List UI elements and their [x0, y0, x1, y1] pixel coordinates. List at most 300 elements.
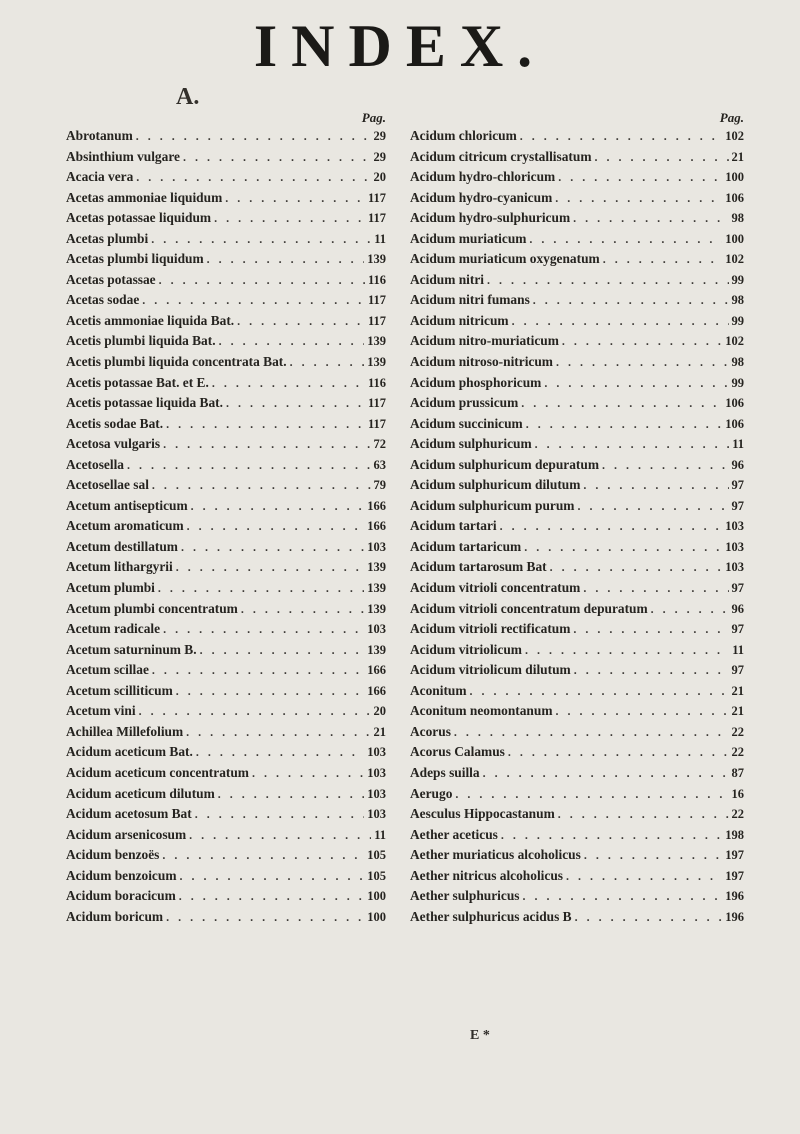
leader-dots	[189, 828, 371, 843]
index-column-right	[410, 108, 744, 929]
entry-page: 196	[725, 889, 744, 904]
page-column-header	[66, 108, 386, 128]
entry-name: Acidum succinicum	[410, 415, 523, 431]
leader-dots	[183, 150, 371, 165]
entry-page: 117	[367, 416, 386, 431]
entry-page: 106	[725, 416, 744, 431]
entry-name: Acidum aceticum Bat.	[66, 744, 193, 760]
entry-page: 11	[374, 231, 386, 246]
entry-name: Acetis sodae Bat.	[66, 415, 164, 431]
index-entry	[410, 518, 744, 539]
index-entry	[410, 395, 744, 416]
index-entry	[66, 128, 386, 149]
entry-name: Acetas potassae	[66, 271, 156, 287]
index-entry	[66, 436, 386, 457]
index-entry	[66, 724, 386, 745]
index-entry	[410, 868, 744, 889]
leader-dots	[225, 191, 365, 206]
index-entry	[410, 806, 744, 827]
index-entry	[410, 580, 744, 601]
index-entry	[66, 375, 386, 396]
entry-page: 166	[367, 663, 386, 678]
entry-page: 197	[725, 868, 744, 883]
entry-name: Acidum sulphuricum dilutum	[410, 477, 581, 493]
index-entry	[66, 580, 386, 601]
index-entry	[410, 498, 744, 519]
index-entry	[66, 292, 386, 313]
entry-page: 103	[725, 519, 744, 534]
index-entry	[410, 354, 744, 375]
entry-name: Aether muriaticus alcoholicus	[410, 847, 581, 863]
entry-name: Acetosella	[66, 456, 125, 472]
index-entry	[410, 169, 744, 190]
index-entry	[410, 333, 744, 354]
leader-dots	[226, 396, 365, 411]
entry-name: Acetum plumbi	[66, 580, 155, 596]
leader-dots	[179, 889, 365, 904]
leader-dots	[558, 170, 722, 185]
index-entry	[410, 477, 744, 498]
entry-page: 11	[732, 437, 744, 452]
entry-name: Acidum benzoicum	[66, 867, 177, 883]
leader-dots	[555, 704, 728, 719]
index-entry	[66, 642, 386, 663]
leader-dots	[207, 252, 365, 267]
entry-name: Acidum nitro-muriaticum	[410, 333, 559, 349]
entry-page: 22	[731, 807, 744, 822]
leader-dots	[535, 437, 730, 452]
index-entry	[66, 683, 386, 704]
leader-dots	[573, 211, 728, 226]
page-title: INDEX.	[253, 13, 547, 79]
leader-dots	[151, 232, 371, 247]
entry-page: 103	[725, 539, 744, 554]
index-entry	[410, 703, 744, 724]
entry-name: Acidum boricum	[66, 908, 164, 924]
entry-page: 103	[367, 745, 386, 760]
index-entry	[66, 395, 386, 416]
index-column-left	[66, 108, 386, 929]
entry-page: 21	[731, 704, 744, 719]
index-entry	[66, 272, 386, 293]
entry-name: Acetas sodae	[66, 292, 140, 308]
leader-dots	[152, 663, 364, 678]
entry-page: 139	[367, 334, 386, 349]
leader-dots	[219, 334, 365, 349]
entry-page: 98	[731, 211, 744, 226]
leader-dots	[595, 150, 729, 165]
leader-dots	[556, 355, 729, 370]
entry-page: 99	[731, 272, 744, 287]
leader-dots	[186, 725, 370, 740]
entry-name: Acetum vini	[66, 703, 136, 719]
entry-name: Acetosellae sal	[66, 477, 149, 493]
leader-dots	[179, 869, 364, 884]
page-header-label: Pag.	[361, 110, 386, 125]
entry-name: Acidum hydro-chloricum	[410, 169, 556, 185]
leader-dots	[214, 211, 365, 226]
entry-name: Acetum aromaticum	[66, 518, 184, 534]
entry-page: 22	[731, 745, 744, 760]
entry-name: Acetas ammoniae liquidum	[66, 189, 223, 205]
entry-name: Aether sulphuricus acidus B	[410, 908, 572, 924]
leader-dots	[195, 807, 365, 822]
entry-page: 116	[367, 272, 386, 287]
entry-page: 103	[367, 807, 386, 822]
leader-dots	[584, 848, 722, 863]
entry-page: 97	[731, 581, 744, 596]
leader-dots	[142, 293, 365, 308]
entry-name: Abrotanum	[66, 128, 133, 143]
entry-name: Acidum nitroso-nitricum	[410, 354, 553, 370]
index-entry	[410, 559, 744, 580]
index-entry	[66, 231, 386, 252]
entry-name: Acidum vitrioli concentratum depuratum	[410, 600, 648, 616]
entry-name: Acidum vitrioli rectificatum	[410, 621, 571, 637]
entry-page: 99	[731, 375, 744, 390]
leader-dots	[500, 519, 723, 534]
entry-page: 103	[367, 622, 386, 637]
leader-dots	[583, 581, 728, 596]
entry-page: 102	[725, 129, 744, 143]
leader-dots	[139, 704, 371, 719]
entry-name: Acetum saturninum B.	[66, 641, 197, 657]
index-entry	[410, 251, 744, 272]
entry-page: 11	[374, 827, 386, 842]
index-entry	[66, 190, 386, 211]
entry-page: 97	[731, 498, 744, 513]
index-entry	[66, 765, 386, 786]
entry-page: 105	[367, 868, 386, 883]
entry-name: Acidum vitriolicum dilutum	[410, 662, 571, 678]
leader-dots	[574, 663, 729, 678]
index-entry	[410, 601, 744, 622]
leader-dots	[187, 519, 365, 534]
leader-dots	[573, 622, 728, 637]
entry-name: Acidum benzoës	[66, 847, 160, 863]
index-entry	[410, 786, 744, 807]
entry-name: Acetum plumbi concentratum	[66, 600, 238, 616]
index-entry	[410, 436, 744, 457]
leader-dots	[555, 191, 722, 206]
leader-dots	[583, 478, 728, 493]
entry-page: 117	[367, 313, 386, 328]
index-entry	[66, 457, 386, 478]
entry-name: Acetum lithargyrii	[66, 559, 173, 575]
leader-dots	[163, 437, 370, 452]
leader-dots	[526, 417, 723, 432]
entry-page: 103	[367, 539, 386, 554]
entry-list-right	[410, 128, 744, 929]
entry-page: 100	[725, 170, 744, 185]
entry-name: Acetas potassae liquidum	[66, 210, 212, 226]
index-entry	[410, 642, 744, 663]
leader-dots	[166, 910, 364, 925]
index-entry	[410, 827, 744, 848]
entry-name: Acetum scilliticum	[66, 682, 173, 698]
entry-page: 103	[367, 786, 386, 801]
index-entry	[66, 354, 386, 375]
index-entry	[410, 744, 744, 765]
entry-name: Aconitum	[410, 682, 467, 698]
leader-dots	[520, 129, 723, 144]
entry-page: 166	[367, 519, 386, 534]
entry-page: 96	[731, 457, 744, 472]
index-entry	[410, 683, 744, 704]
entry-name: Acidum hydro-sulphuricum	[410, 210, 571, 226]
entry-page: 105	[367, 848, 386, 863]
section-letter: A.	[176, 84, 200, 110]
index-entry	[66, 416, 386, 437]
entry-page: 198	[725, 827, 744, 842]
index-entry	[66, 703, 386, 724]
leader-dots	[603, 252, 723, 267]
entry-page: 29	[373, 149, 386, 164]
leader-dots	[152, 478, 371, 493]
entry-page: 99	[731, 313, 744, 328]
entry-page: 106	[725, 190, 744, 205]
index-entry	[66, 169, 386, 190]
index-entry	[66, 888, 386, 909]
index-entry	[410, 149, 744, 170]
leader-dots	[241, 602, 364, 617]
entry-page: 166	[367, 498, 386, 513]
index-entry	[66, 539, 386, 560]
entry-page: 100	[367, 889, 386, 904]
index-entry	[66, 498, 386, 519]
index-entry	[410, 292, 744, 313]
entry-name: Aesculus Hippocastanum	[410, 806, 555, 822]
entry-name: Acidum sulphuricum purum	[410, 497, 575, 513]
entry-page: 20	[373, 704, 386, 719]
entry-name: Achillea Millefolium	[66, 723, 184, 739]
entry-name: Acidum hydro-cyanicum	[410, 189, 553, 205]
entry-name: Adeps suilla	[410, 764, 480, 780]
entry-page: 103	[725, 560, 744, 575]
index-entry	[410, 210, 744, 231]
index-entry	[410, 416, 744, 437]
leader-dots	[136, 170, 370, 185]
entry-page: 166	[367, 683, 386, 698]
entry-name: Acidum citricum crystallisatum	[410, 148, 592, 164]
index-entry	[66, 149, 386, 170]
leader-dots	[558, 807, 729, 822]
index-entry	[410, 272, 744, 293]
leader-dots	[524, 540, 722, 555]
leader-dots	[651, 602, 729, 617]
entry-name: Acidum vitriolicum	[410, 641, 522, 657]
entry-name: Acetum destillatum	[66, 538, 178, 554]
index-entry	[410, 621, 744, 642]
entry-page: 98	[731, 355, 744, 370]
entry-page: 16	[731, 786, 744, 801]
index-entry	[410, 888, 744, 909]
leader-dots	[196, 745, 364, 760]
leader-dots	[252, 766, 364, 781]
entry-page: 197	[725, 848, 744, 863]
index-entry	[66, 333, 386, 354]
leader-dots	[562, 334, 722, 349]
leader-dots	[200, 643, 365, 658]
entry-name: Absinthium vulgare	[66, 148, 180, 164]
entry-page: 102	[725, 334, 744, 349]
leader-dots	[487, 273, 728, 288]
leader-dots	[470, 684, 729, 699]
index-entry	[66, 827, 386, 848]
entry-name: Acidum tartari	[410, 518, 497, 534]
entry-name: Acetas plumbi liquidum	[66, 251, 204, 267]
entry-name: Acidum chloricum	[410, 128, 517, 143]
entry-page: 117	[367, 396, 386, 411]
entry-page: 102	[725, 252, 744, 267]
entry-name: Aether nitricus alcoholicus	[410, 867, 563, 883]
entry-page: 29	[373, 129, 386, 143]
entry-page: 63	[373, 457, 386, 472]
entry-page: 117	[367, 190, 386, 205]
entry-page: 79	[373, 478, 386, 493]
entry-name: Acidum nitri fumans	[410, 292, 530, 308]
leader-dots	[191, 499, 365, 514]
entry-page: 100	[367, 909, 386, 924]
entry-page: 21	[373, 724, 386, 739]
leader-dots	[454, 725, 729, 740]
index-entry	[66, 786, 386, 807]
entry-page: 139	[367, 601, 386, 616]
index-entry	[410, 128, 744, 149]
entry-name: Acidum nitricum	[410, 312, 509, 328]
entry-name: Acetum scillae	[66, 662, 149, 678]
leader-dots	[290, 355, 365, 370]
leader-dots	[533, 293, 729, 308]
entry-name: Acetis plumbi liquida concentrata Bat.	[66, 354, 287, 370]
entry-page: 97	[731, 663, 744, 678]
entry-page: 103	[367, 765, 386, 780]
entry-name: Acetum radicale	[66, 621, 161, 637]
page-column-header	[410, 108, 744, 128]
index-entry	[410, 190, 744, 211]
leader-dots	[566, 869, 722, 884]
entry-page: 139	[367, 642, 386, 657]
index-entry	[66, 210, 386, 231]
entry-name: Aconitum neomontanum	[410, 703, 553, 719]
index-entry	[66, 662, 386, 683]
index-entry	[66, 313, 386, 334]
entry-name: Acidum phosphoricum	[410, 374, 542, 390]
index-entry	[66, 868, 386, 889]
entry-page: 139	[367, 560, 386, 575]
entry-page: 117	[367, 293, 386, 308]
leader-dots	[483, 766, 729, 781]
index-entry	[410, 909, 744, 930]
index-entry	[410, 231, 744, 252]
entry-page: 11	[732, 642, 744, 657]
entry-page: 87	[731, 765, 744, 780]
index-entry	[66, 601, 386, 622]
entry-name: Acidum arsenicosum	[66, 826, 187, 842]
entry-name: Acidum aceticum concentratum	[66, 764, 249, 780]
index-entry	[66, 621, 386, 642]
entry-list-left	[66, 128, 386, 929]
entry-page: 72	[373, 437, 386, 452]
entry-name: Acetas plumbi	[66, 230, 149, 246]
entry-page: 96	[731, 601, 744, 616]
leader-dots	[544, 376, 728, 391]
entry-page: 21	[731, 149, 744, 164]
leader-dots	[158, 581, 364, 596]
leader-dots	[501, 828, 722, 843]
leader-dots	[127, 458, 370, 473]
index-entry	[410, 457, 744, 478]
entry-page: 116	[367, 375, 386, 390]
entry-name: Acidum acetosum Bat	[66, 806, 192, 822]
entry-name: Acidum muriaticum	[410, 230, 527, 246]
leader-dots	[159, 273, 365, 288]
entry-name: Acidum tartaricum	[410, 538, 522, 554]
leader-dots	[237, 314, 365, 329]
index-entry	[410, 724, 744, 745]
entry-name: Acidum tartarosum Bat	[410, 559, 547, 575]
entry-page: 139	[367, 355, 386, 370]
index-entry	[410, 375, 744, 396]
leader-dots	[455, 787, 728, 802]
leader-dots	[136, 129, 371, 144]
leader-dots	[529, 232, 722, 247]
leader-dots	[176, 560, 365, 575]
index-entry	[66, 847, 386, 868]
entry-page: 139	[367, 581, 386, 596]
index-entry	[66, 251, 386, 272]
entry-page: 106	[725, 396, 744, 411]
leader-dots	[163, 622, 364, 637]
leader-dots	[512, 314, 729, 329]
entry-name: Acidum aceticum dilutum	[66, 785, 215, 801]
entry-name: Acidum sulphuricum depuratum	[410, 456, 599, 472]
entry-name: Acidum muriaticum oxygenatum	[410, 251, 600, 267]
page-header-label: Pag.	[719, 110, 744, 125]
entry-name: Acetis potassae liquida Bat.	[66, 395, 223, 411]
entry-page: 100	[725, 231, 744, 246]
entry-name: Acidum boracicum	[66, 888, 176, 904]
entry-name: Acacia vera	[66, 169, 134, 185]
entry-page: 98	[731, 293, 744, 308]
leader-dots	[575, 910, 723, 925]
leader-dots	[521, 396, 722, 411]
entry-name: Acorus Calamus	[410, 744, 505, 760]
leader-dots	[212, 376, 365, 391]
entry-page: 97	[731, 478, 744, 493]
entry-name: Acetis plumbi liquida Bat.	[66, 333, 216, 349]
entry-name: Acidum prussicum	[410, 395, 519, 411]
entry-name: Aether sulphuricus	[410, 888, 520, 904]
entry-page: 22	[731, 724, 744, 739]
leader-dots	[523, 889, 723, 904]
index-entry	[66, 909, 386, 930]
leader-dots	[162, 848, 364, 863]
leader-dots	[550, 560, 723, 575]
leader-dots	[577, 499, 728, 514]
leader-dots	[166, 417, 365, 432]
index-entry	[66, 518, 386, 539]
leader-dots	[525, 643, 729, 658]
index-entry	[410, 847, 744, 868]
index-entry	[410, 313, 744, 334]
leader-dots	[602, 458, 729, 473]
leader-dots	[218, 787, 364, 802]
entry-name: Acidum vitrioli concentratum	[410, 580, 581, 596]
entry-name: Acorus	[410, 723, 451, 739]
entry-name: Acetis potassae Bat. et E.	[66, 374, 209, 390]
signature-mark: E *	[470, 1028, 490, 1043]
